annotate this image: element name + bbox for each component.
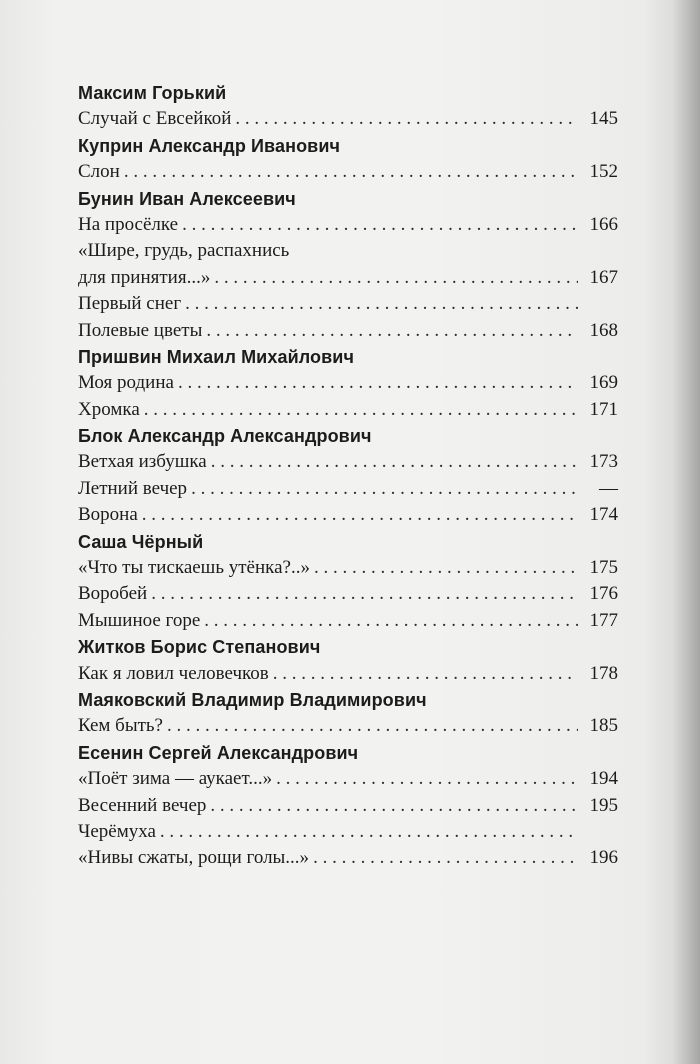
toc-entry-title: «Что ты тискаешь утёнка?..» <box>78 557 310 579</box>
toc-author-heading: Куприн Александр Иванович <box>78 135 341 156</box>
leader-dots <box>182 212 578 238</box>
leader-dots <box>178 370 578 396</box>
toc-page-number: 185 <box>589 715 618 737</box>
toc-entry-title: Воробей <box>78 583 148 605</box>
toc-author-heading: Маяковский Владимир Владимирович <box>78 689 427 710</box>
toc-author-heading: Саша Чёрный <box>78 531 204 552</box>
toc-page-number: 196 <box>589 847 618 869</box>
toc-entry-title: Ветхая избушка <box>78 451 207 473</box>
toc-entry <box>78 106 618 132</box>
leader-dots <box>167 713 578 739</box>
toc-author-heading: Блок Александр Александрович <box>78 426 372 447</box>
toc-entry <box>78 713 618 739</box>
leader-dots <box>191 476 578 502</box>
toc-entry <box>78 845 618 871</box>
toc-entry-title: Мышиное горе <box>78 609 201 631</box>
toc-entry-title: Летний вечер <box>78 477 188 499</box>
toc-page-number: 195 <box>589 794 618 816</box>
leader-dots <box>313 845 578 871</box>
toc-page-number: 194 <box>589 768 618 790</box>
toc-page-number: 176 <box>589 583 618 605</box>
toc-title-line: «Шире, грудь, распахнись <box>78 240 290 262</box>
toc-page-number: 169 <box>589 372 618 394</box>
toc-page-number: 171 <box>589 398 618 420</box>
leader-dots <box>210 793 578 819</box>
leader-dots <box>204 608 578 634</box>
toc-entry <box>78 581 618 607</box>
toc-entry-title: Хромка <box>78 398 140 420</box>
leader-dots <box>185 291 578 317</box>
toc-entry-title: Весенний вечер <box>78 794 207 816</box>
toc-author-heading: Пришвин Михаил Михайлович <box>78 346 355 367</box>
leader-dots <box>273 661 578 687</box>
leader-dots <box>235 106 578 132</box>
toc-page-number: 152 <box>589 161 618 183</box>
toc-entry-title: Случай с Евсейкой <box>78 108 232 130</box>
page-spine-shadow <box>672 0 700 1064</box>
toc-entry-title: Слон <box>78 161 120 183</box>
leader-dots <box>160 819 578 845</box>
leader-dots <box>144 397 578 423</box>
toc-page-number: 167 <box>589 266 618 288</box>
toc-entry <box>78 449 618 475</box>
toc-entry <box>78 265 618 291</box>
toc-page-number: — <box>599 477 618 499</box>
toc-page-number: 166 <box>589 213 618 235</box>
toc-entry <box>78 318 618 344</box>
toc-entry <box>78 476 618 502</box>
toc-author-heading: Максим Горький <box>78 83 227 103</box>
toc-entry-title: для принятия...» <box>78 266 211 288</box>
toc-entry-title: Полевые цветы <box>78 319 203 341</box>
leader-dots <box>151 581 578 607</box>
toc-entry <box>78 766 618 792</box>
toc-page-number: 178 <box>589 662 618 684</box>
toc-entry <box>78 212 618 238</box>
toc-page-number: 174 <box>589 504 618 526</box>
toc-entry-title: Черёмуха <box>78 820 156 842</box>
leader-dots <box>142 502 578 528</box>
toc-entry-title: Как я ловил человечков <box>78 662 269 684</box>
table-of-contents <box>78 80 618 872</box>
toc-entry <box>78 291 618 317</box>
toc-entry <box>78 819 618 845</box>
toc-entry <box>78 555 618 581</box>
toc-entry <box>78 661 618 687</box>
toc-entry <box>78 159 618 185</box>
toc-entry <box>78 397 618 423</box>
toc-page-number: 168 <box>589 319 618 341</box>
leader-dots <box>211 449 578 475</box>
toc-entry-title: Моя родина <box>78 372 174 394</box>
leader-dots <box>276 766 578 792</box>
toc-entry-title: На просёлке <box>78 213 179 235</box>
leader-dots <box>314 555 578 581</box>
toc-page-number: 173 <box>589 451 618 473</box>
leader-dots <box>206 318 578 344</box>
toc-entry-title: Кем быть? <box>78 715 163 737</box>
leader-dots <box>124 159 578 185</box>
toc-entry <box>78 502 618 528</box>
toc-entry <box>78 793 618 819</box>
toc-page-number: 145 <box>589 108 618 130</box>
leader-dots <box>214 265 578 291</box>
toc-page-number: 175 <box>589 557 618 579</box>
toc-author-heading: Бунин Иван Алексеевич <box>78 188 296 209</box>
toc-entry-title: «Поёт зима — аукает...» <box>78 768 273 790</box>
toc-page-number: 177 <box>589 609 618 631</box>
toc-author-heading: Есенин Сергей Александрович <box>78 742 359 763</box>
toc-entry-title: «Нивы сжаты, рощи голы...» <box>78 847 310 869</box>
toc-entry <box>78 608 618 634</box>
toc-entry-title: Ворона <box>78 504 138 526</box>
toc-author-heading: Житков Борис Степанович <box>78 637 321 658</box>
toc-entry <box>78 370 618 396</box>
toc-entry-title: Первый снег <box>78 293 182 315</box>
